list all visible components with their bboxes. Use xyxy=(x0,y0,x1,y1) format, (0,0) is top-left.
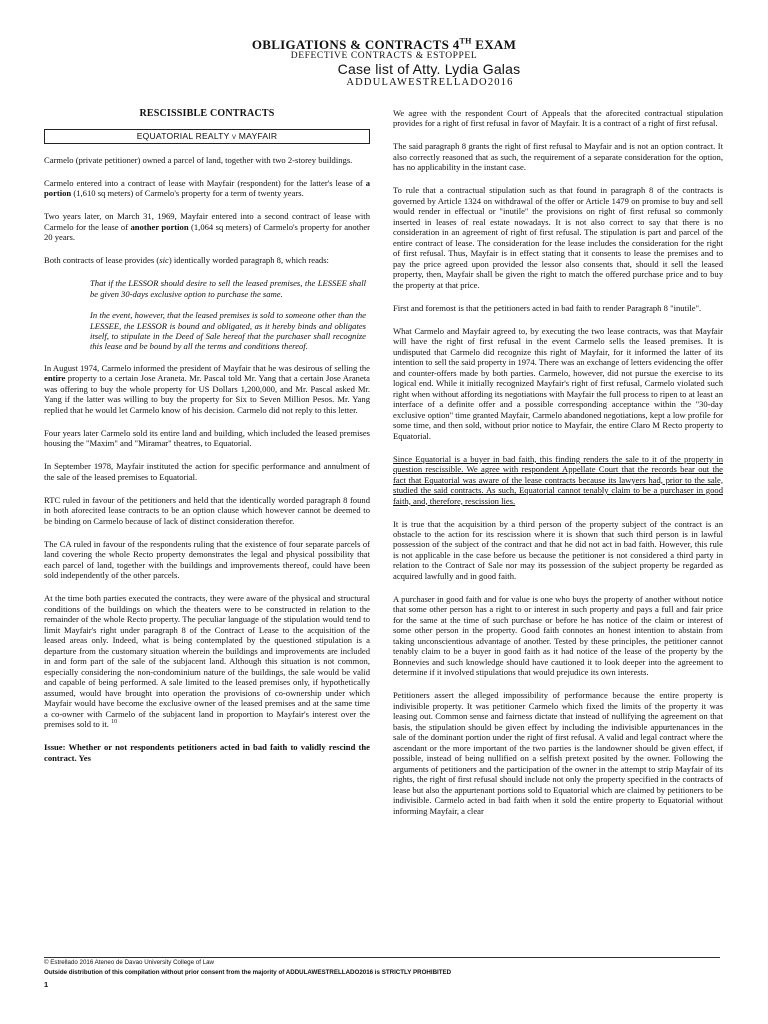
quote-paragraph: That if the LESSOR should desire to sell the leased premises, the LESSEE shall be given 30-days exclusive option to purchase the same. xyxy=(90,278,366,299)
document-footer xyxy=(44,958,724,977)
history-paragraphs xyxy=(44,363,370,730)
quote-paragraph: In the event, however, that the leased premises is sold to someone other than the LESSEE, the LESSOR is bound and obligated, as it hereby binds and obligates itself, to stipulate in the Deed of Sale hereof that the purchaser shall recognize this lease and be bound by all the terms and conditions thereof. xyxy=(90,310,366,352)
ruling-paragraphs xyxy=(393,108,723,816)
body-paragraph xyxy=(393,185,723,290)
styled-text-run: Since Equatorial is a buyer in bad faith, this finding renders the sale to it of the property in question rescissible. We agree with respondent Appellate Court that the records bear out the fact that Equatorial was aware of the lease contracts because its lawyers had, prior to the sale, studied the said contracts. As such, Equatorial cannot tenably claim to be a purchaser in good faith, and, therefore, rescission lies. xyxy=(393,453,723,506)
body-paragraph xyxy=(393,326,723,441)
body-paragraph xyxy=(44,363,370,415)
title-part: OBLIGATIONS & CONTRACTS 4 xyxy=(251,37,460,53)
body-paragraph xyxy=(44,495,370,526)
text-run: (1,064 sq meters) of Carmelo's property for another 20 years. xyxy=(44,221,371,243)
text-run: Petitioners assert the alleged impossibility of performance because the entire property is indivisible property. It was petitioner Carmelo which fixed the limits of the property it was leasing out. Common sense and fairness dictate that instead of nullifying the agreement on that basis, the stipulation should be given effect by including the indivisible appurtenances in the sale of the dominant portion under the right of first refusal. A valid and legal contract where the ascendant or the more important of the two parties is the landowner should be given effect, if possible, instead of being nullified on a selfish pretext posited by the owner. Following the arguments of petitioners and the participation of the owner in the attempt to strip Mayfair of its rights, the right of first refusal should include not only the property specified in the contracts of lease but also the appurtenant portions sold to Equatorial which are claimed by petitioners to be indivisible. Carmelo acted in bad faith when it sold the entire property to Equatorial without informing Mayfair, a clear xyxy=(393,690,723,816)
text-run: Four years later Carmelo sold its entire land and building, which included the leased premises housing the "Maxim" and "Miramar" theatres, to Equatorial. xyxy=(44,427,370,449)
text-run: (1,610 sq meters) of Carmelo's property for a term of twenty years. xyxy=(71,188,304,199)
text-run: Carmelo (private petitioner) owned a parcel of land, together with two 2-storey buildings. xyxy=(44,154,353,165)
body-paragraph xyxy=(393,690,723,816)
body-paragraph xyxy=(44,178,370,199)
text-run: It is true that the acquisition by a third person of the property subject of the contract is an obstacle to the action for its rescission where it is shown that such third person is in lawful possession of the subject of the contract and that he did not act in bad faith. However, this rule is not applicable in the case before us because the petitioner is not considered a third party in relation to the Contract of Sale nor may its possession of the subject property be regarded as acquired lawfully and in good faith. xyxy=(393,518,723,581)
text-run: First and foremost is that the petitioners acted in bad faith to render Paragraph 8 "inutile". xyxy=(393,302,702,313)
text-run: ) identically worded paragraph 8, which reads: xyxy=(168,255,329,266)
body-paragraph xyxy=(393,454,723,506)
body-paragraph xyxy=(393,594,723,678)
body-paragraph xyxy=(44,593,370,729)
section-title: RESCISSIBLE CONTRACTS xyxy=(139,108,275,119)
styled-text-run: sic xyxy=(159,255,169,266)
copyright-line: © Estrellado 2016 Ateneo de Davao University College of Law xyxy=(44,959,215,966)
body-paragraph xyxy=(44,539,370,581)
body-paragraph xyxy=(44,461,370,482)
author-tag: ADDULAWESTRELLADO2016 xyxy=(346,76,514,88)
text-run: In August 1974, Carmelo informed the president of Mayfair that he was desirous of selling the xyxy=(44,362,370,373)
distribution-notice: Outside distribution of this compilation without prior consent from the majority of ADDULAWESTRELLADO2016 is STRICTLY PROHIBITED xyxy=(44,968,452,976)
title-part: EXAM xyxy=(471,37,517,53)
body-paragraph xyxy=(393,141,723,172)
text-run: Two years later, on March 31, 1969, Mayfair entered into a second contract of lease with Carmelo for the lease of xyxy=(44,211,370,232)
page-number: 1 xyxy=(44,980,49,989)
right-column xyxy=(393,108,723,829)
document-header xyxy=(0,38,768,88)
case-title-box: EQUATORIAL REALTY v MAYFAIR xyxy=(44,129,370,143)
body-paragraph xyxy=(393,108,723,129)
case-list-title: Case list of Atty. Lydia Galas xyxy=(337,60,521,77)
exam-subtitle: DEFECTIVE CONTRACTS & ESTOPPEL xyxy=(290,50,478,61)
text-run: To rule that a contractual stipulation such as that found in paragraph 8 of the contracts is governed by Article 1324 on withdrawal of the offer or Article 1479 on promise to buy and sell would render in effectual or "inutile" the provisions on right of first refusal so commonly inserted in leases of real estate nowadays. It is not also correct to say that there is no consideration in an agreement of right of first refusal. The stipulation is part and parcel of the entire contract of lease. The consideration for the lease includes the consideration for the right of first refusal. Thus, Mayfair is in effect stating that it consents to lease the premises and to pay the price agreed upon provided the lessor also consents that, should it sell the leased property, then, Mayfair shall be given the right to match the offered purchase price and to buy the property at that price. xyxy=(393,185,723,290)
text-run: RTC ruled in favour of the petitioners and held that the identically worded paragraph 8 found in both aforecited lease contracts to be an option clause which however cannot be deemed to be binding on Carmelo because of lack of distinct consideration therefor. xyxy=(44,494,370,526)
styled-text-run: entire xyxy=(44,373,66,384)
body-paragraph xyxy=(44,428,370,449)
text-run: We agree with the respondent Court of Appeals that the aforecited contractual stipulation provides for a right of first refusal in favor of Mayfair. It is a contract of a right of first refusal. xyxy=(393,108,723,129)
text-run: At the time both parties executed the contracts, they were aware of the physical and structural conditions of the buildings on which the theaters were to be constructed in relation to the remainder of the whole Recto property. The peculiar language of the stipulation would tend to limit Mayfair's right under paragraph 8 of the Contract of Lease to the acquisition of the leased areas only. Indeed, what is being contemplated by the questioned stipulation is a departure from the customary situation wherein the buildings and improvements are included in and form part of the sale of the subjacent land. Although this situation is not common, especially considering the non-condominium nature of the buildings, the sale would be valid and capable of being performed. A sale limited to the leased premises only, if hypothetically assumed, would have brought into operation the provisions of co-ownership under which Mayfair would have become the exclusive owner of the leased premises and at the same time a co-owner with Carmelo of the subjacent land in proportion to Mayfair's interest over the premises sold to it. xyxy=(44,593,370,730)
text-run: The CA ruled in favour of the respondents ruling that the existence of four separate parcels of land covering the whole Recto property demonstrates the legal and physical possibility that each parcel of land, together with the buildings and improvements thereof, could have been sold independently of the other parcels. xyxy=(44,538,370,581)
text-run: Carmelo entered into a contract of lease with Mayfair (respondent) for the latter's lease of xyxy=(44,177,366,188)
styled-text-run: another portion xyxy=(130,221,189,232)
body-paragraph xyxy=(393,519,723,582)
styled-text-run: a portion xyxy=(44,177,370,199)
issue-statement: Issue: Whether or not respondents petitioners acted in bad faith to validly rescind the contract. Yes xyxy=(44,742,370,763)
title-ordinal: TH xyxy=(459,37,472,46)
exam-title xyxy=(0,38,768,52)
text-run: Both contracts of lease provides ( xyxy=(44,255,160,266)
body-paragraph xyxy=(44,155,370,165)
body-paragraph xyxy=(393,303,723,313)
text-run: The said paragraph 8 grants the right of first refusal to Mayfair and is not an option contract. It also correctly reasoned that as such, the requirement of a separate consideration for the option, has no applicability in the instant case. xyxy=(393,141,723,173)
text-run: A purchaser in good faith and for value is one who buys the property of another without notice that some other person has a right to or interest in such property and pays a full and fair price for the same at the time of such purchase or before he has notice of the claim or interest of some other person in the property. Good faith connotes an honest intention to abstain from taking unconscientious advantage of another. Tested by these principles, the petitioner cannot tenably claim to be a buyer in good faith as it had notice of the lease of the property by the Bonnevies and such knowledge should have cautioned it to look deeper into the agreement to determine if it involved stipulations that would prejudice its own interests. xyxy=(393,593,723,678)
quoted-stipulation xyxy=(44,278,370,352)
text-run: In September 1978, Mayfair instituted the action for specific performance and annulment of the sale of the leased premises to Equatorial. xyxy=(44,461,370,482)
left-column xyxy=(44,104,370,775)
text-run: property to a certain Jose Araneta. Mr. Pascal told Mr. Yang that a certain Jose Araneta was offering to buy the whole property for US Dollars 1,200,000, and Mr. Pascal asked Mr. Yang if the latter was willing to buy the property for Six to Seven Million Pesos. Mr. Yang replied that he would let Carmelo know of his decision. Carmelo did not reply to this letter. xyxy=(44,373,370,415)
styled-text-run: 10 xyxy=(111,719,118,726)
body-paragraph xyxy=(44,211,370,242)
facts-paragraphs xyxy=(44,155,370,266)
body-paragraph xyxy=(44,255,370,265)
text-run: What Carmelo and Mayfair agreed to, by executing the two lease contracts, was that Mayfair will have the right of first refusal in the event Carmelo sells the leased premises. It is undisputed that Carmelo did recognize this right of Mayfair, for it informed the latter of its intention to sell the said property in 1974. There was an exchange of letters evidencing the offer and counter-offers made by both parties. Carmelo, however, did not pursue the exercise to its logical end. While it initially recognized Mayfair's right of first refusal, Carmelo violated such right when without affording its negotiations with Mayfair the full process to ripen to at least an interface of a definite offer and a possible corresponding acceptance within the "30-day exclusive option" time granted Mayfair, Carmelo abandoned negotiations, kept a low profile for some time, and then sold, without prior notice to Mayfair, the entire Claro M Recto property to Equatorial. xyxy=(393,325,723,441)
